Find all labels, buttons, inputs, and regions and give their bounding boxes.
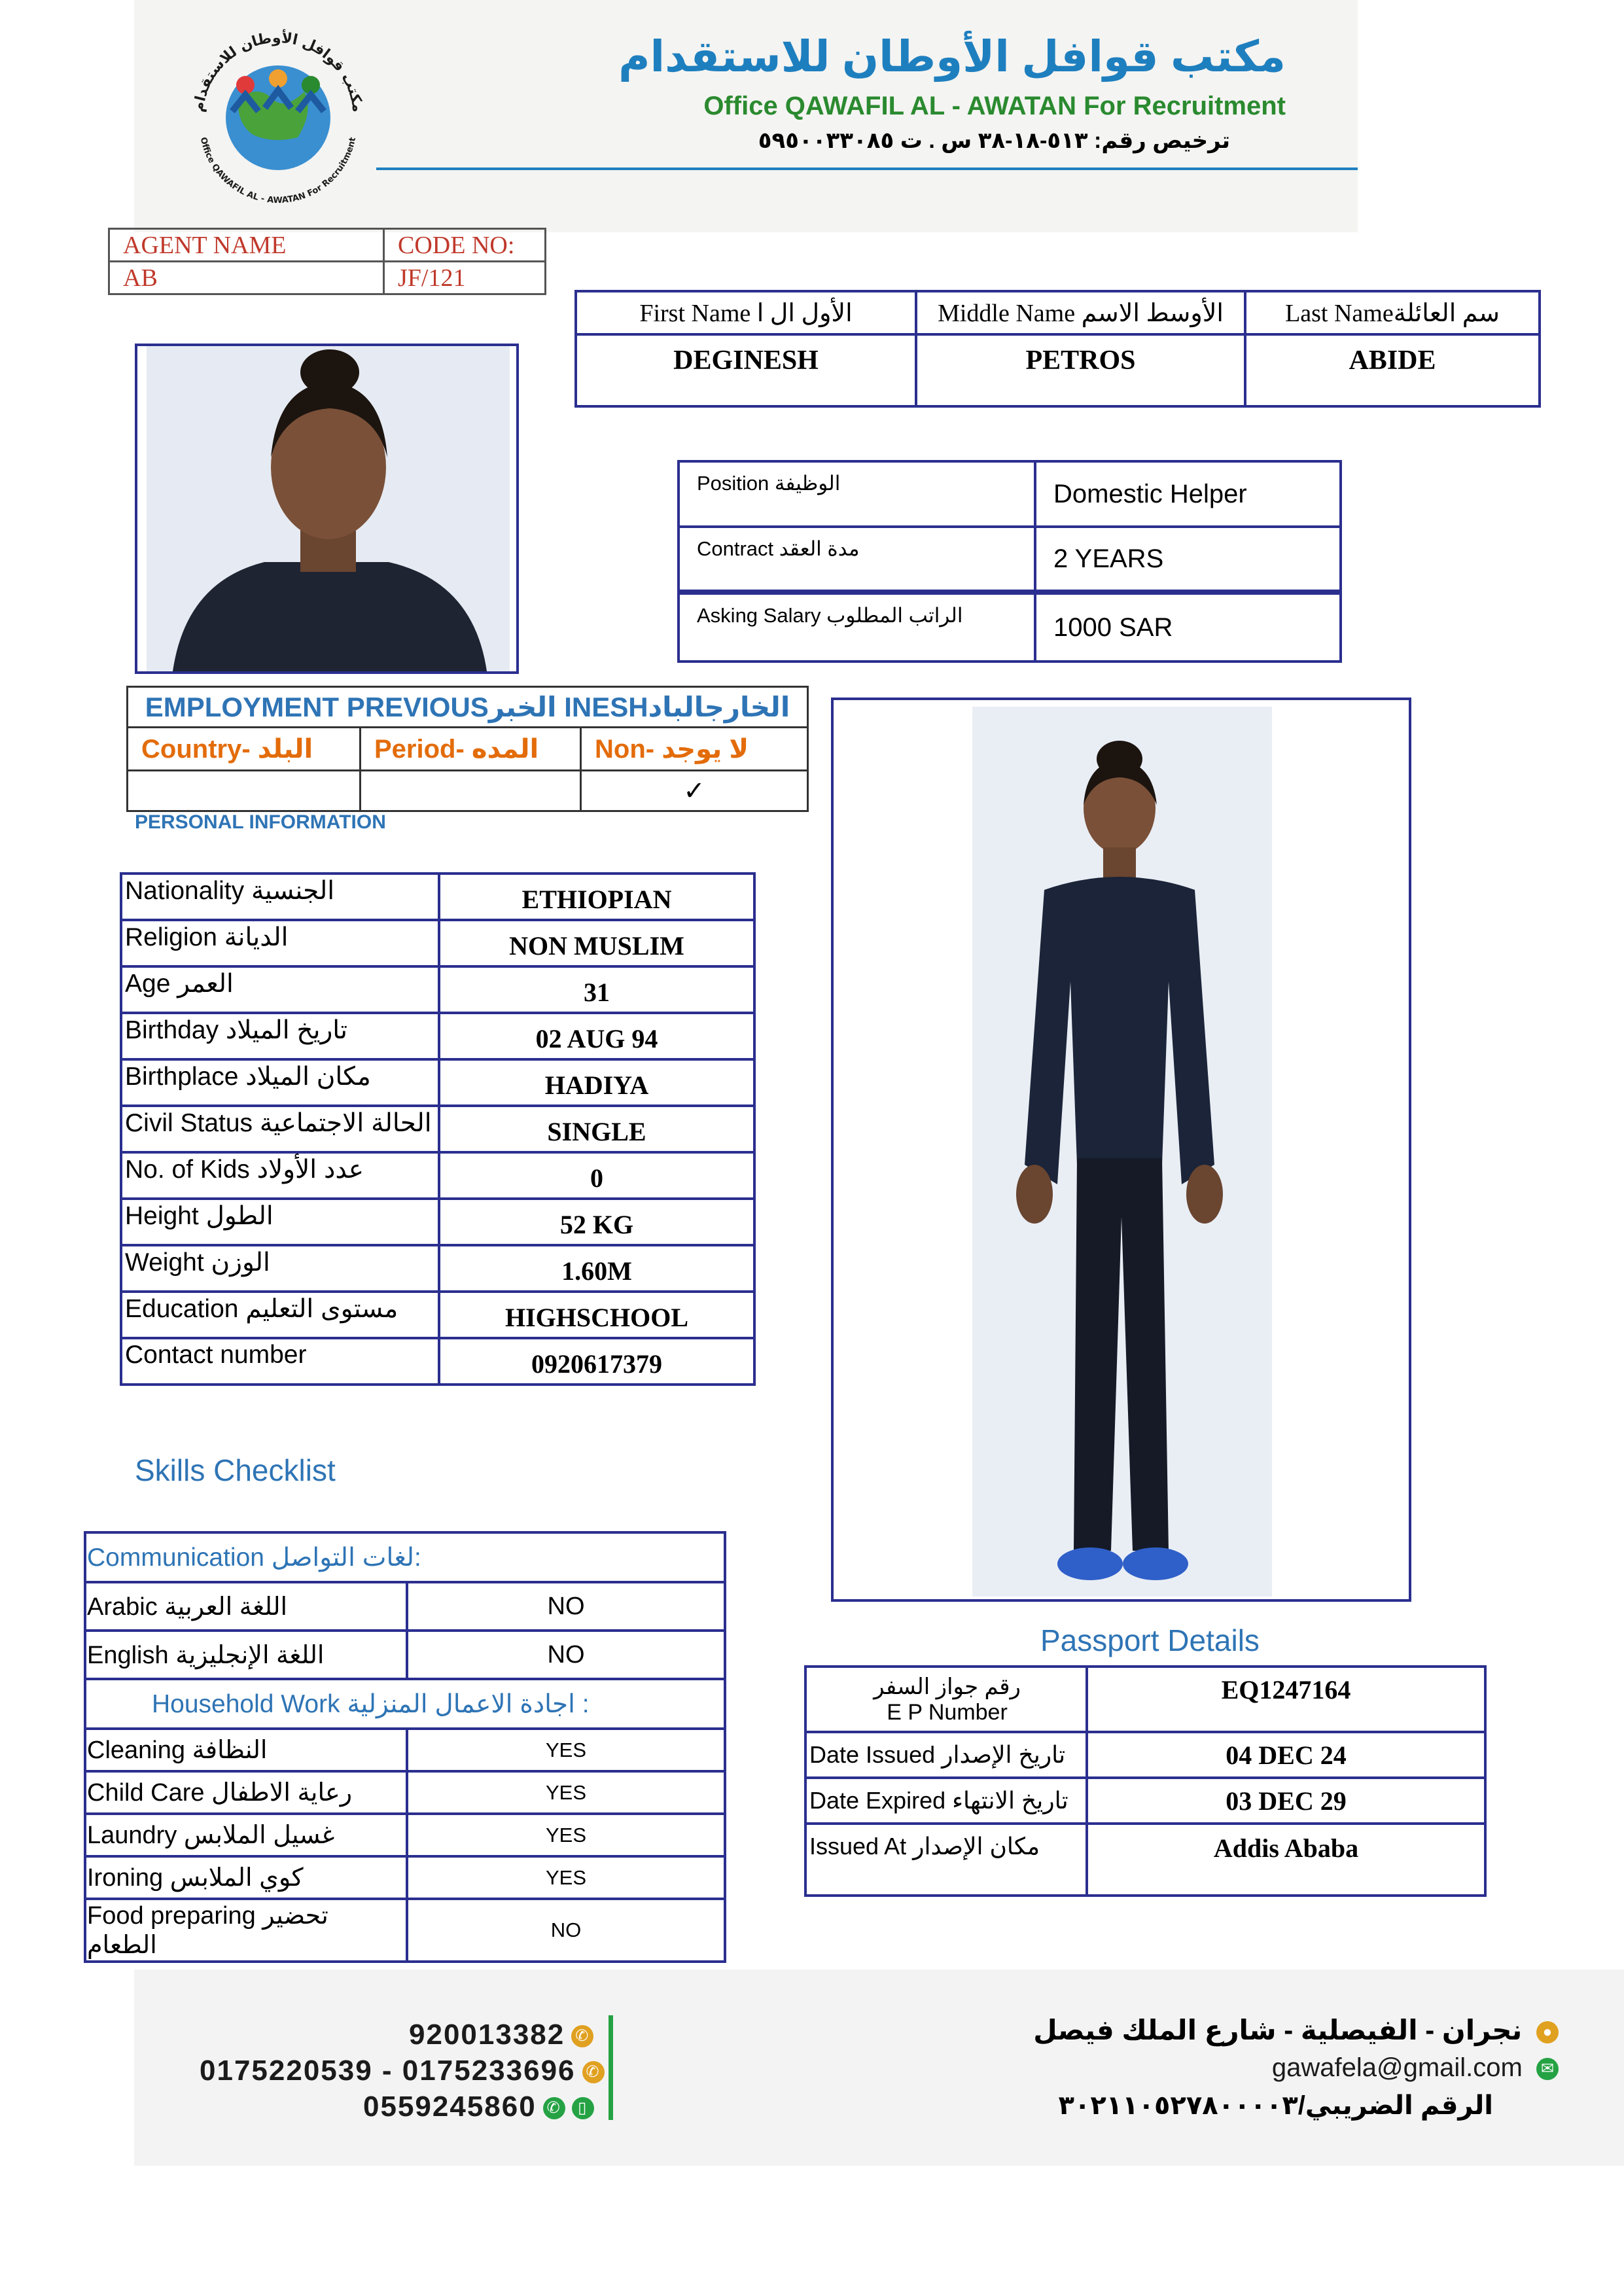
birthday-label: Birthday تاريخ الميلاد [121, 1013, 439, 1059]
phone-icon: ✆ [582, 2061, 605, 2083]
ironing-label: Ironing كوي الملابس [85, 1856, 407, 1899]
info-row [121, 1199, 754, 1245]
personal-info-table [120, 872, 756, 1386]
agent-name-label: AGENT NAME [109, 229, 384, 262]
code-value: JF/121 [384, 262, 546, 294]
previous-employment-table [126, 686, 809, 812]
phone-3-number: 0559245860 [363, 2091, 537, 2123]
weight-label: Weight الوزن [121, 1245, 439, 1292]
communication-header: Communication لغات التواصل: [85, 1532, 725, 1582]
info-row [121, 1013, 754, 1059]
phone-1-number: 920013382 [409, 2019, 565, 2051]
date-expired-label: Date Expired تاريخ الانتهاء [805, 1778, 1087, 1824]
civil-status-label: Civil Status الحالة الاجتماعية [121, 1106, 439, 1152]
nationality-label: Nationality الجنسية [121, 874, 439, 920]
license-number: ترخيص رقم: ٥١٣-١٨-٣٨ س . ت ٥٩٥٠٠٣٣٠٨٥ [758, 128, 1230, 153]
kids-value: 0 [439, 1152, 754, 1199]
logo-arabic-text: مكتب قوافل الأوطان للاستقدام [190, 29, 366, 113]
education-label: Education مستوى التعليم [121, 1292, 439, 1338]
english-value: NO [407, 1631, 725, 1679]
contract-value: 2 YEARS [1035, 527, 1341, 592]
religion-value: NON MUSLIM [439, 920, 754, 966]
contact-label: Contact number [121, 1338, 439, 1385]
info-row [121, 874, 754, 920]
footer-divider [609, 2015, 613, 2120]
passport-number-label-arabic: رقم جواز السفر [874, 1674, 1021, 1699]
info-row [121, 1059, 754, 1106]
agent-name-value: AB [109, 262, 384, 294]
email-icon: ✉ [1536, 2058, 1559, 2080]
position-table [677, 460, 1342, 663]
civil-status-value: SINGLE [439, 1106, 754, 1152]
salary-value: 1000 SAR [1035, 592, 1341, 662]
food-preparing-label: Food preparing تحضير الطعام [85, 1899, 407, 1962]
code-label: CODE NO: [384, 229, 546, 262]
passport-number-value: EQ1247164 [1087, 1667, 1485, 1732]
country-cell [128, 771, 361, 811]
company-title-arabic: مكتب قوافل الأوطان للاستقدام [618, 32, 1286, 80]
footer-phone-2 [200, 2055, 605, 2087]
mobile-icon: ▯ [572, 2097, 594, 2119]
footer-tax-number: الرقم الضريبي/٣٠٢١١٠٥٢٧٨٠٠٠٠٣ [1058, 2091, 1493, 2120]
location-icon: ● [1536, 2021, 1559, 2043]
agent-table [108, 228, 546, 295]
date-expired-value: 03 DEC 29 [1087, 1778, 1485, 1824]
info-row [121, 1292, 754, 1338]
company-logo [173, 13, 383, 209]
date-issued-label: Date Issued تاريخ الإصدار [805, 1732, 1087, 1778]
contact-value: 0920617379 [439, 1338, 754, 1385]
whatsapp-icon: ✆ [543, 2097, 565, 2119]
birthplace-value: HADIYA [439, 1059, 754, 1106]
first-name-value: DEGINESH [576, 334, 916, 406]
passport-title: Passport Details [1040, 1623, 1260, 1657]
full-body-photo-frame [831, 698, 1411, 1602]
weight-value: 1.60M [439, 1245, 754, 1292]
issued-at-value: Addis Ababa [1087, 1824, 1485, 1896]
letterhead [134, 0, 1358, 232]
height-value: 52 KG [439, 1199, 754, 1245]
footer-email [1272, 2053, 1559, 2083]
issued-at-label: Issued At مكان الإصدار [805, 1824, 1087, 1896]
religion-label: Religion الديانة [121, 920, 439, 966]
child-care-label: Child Care رعاية الاطفال [85, 1771, 407, 1814]
education-value: HIGHSCHOOL [439, 1292, 754, 1338]
portrait-photo-frame [135, 344, 519, 674]
household-header: Household Work اجادة الاعمال المنزلية : [85, 1679, 725, 1729]
position-value: Domestic Helper [1035, 461, 1341, 527]
nationality-value: ETHIOPIAN [439, 874, 754, 920]
footer-phone-3 [363, 2091, 594, 2123]
english-label: English اللغة الإنجليزية [85, 1631, 407, 1679]
last-name-label: Last Nameسم العائلة [1245, 291, 1540, 334]
child-care-value: YES [407, 1771, 725, 1814]
position-label: Position الوظيفة [679, 461, 1035, 527]
info-row [121, 1338, 754, 1385]
previous-employment-title: EMPLOYMENT PREVIOUSالخبر INESHالخارجالباد [128, 687, 808, 728]
date-issued-value: 04 DEC 24 [1087, 1732, 1485, 1778]
food-preparing-value: NO [407, 1899, 725, 1962]
phone-2-number: 0175220539 - 0175233696 [200, 2055, 576, 2087]
personal-info-title: PERSONAL INFORMATION [135, 811, 386, 833]
footer [134, 1969, 1624, 2166]
info-row [121, 966, 754, 1013]
none-column: Non- لا يوجد [581, 728, 808, 771]
name-table [574, 290, 1541, 408]
age-value: 31 [439, 966, 754, 1013]
address-text: نجران - الفيصلية - شارع الملك فيصل [1033, 2015, 1523, 2045]
height-label: Height الطول [121, 1199, 439, 1245]
passport-table [804, 1665, 1487, 1897]
period-cell [361, 771, 581, 811]
country-column: Country- البلد [128, 728, 361, 771]
birthday-value: 02 AUG 94 [439, 1013, 754, 1059]
portrait-photo [147, 346, 510, 671]
arabic-label: Arabic اللغة العربية [85, 1582, 407, 1631]
header-divider [376, 168, 1358, 170]
full-body-photo [972, 707, 1272, 1597]
kids-label: No. of Kids عدد الأولاد [121, 1152, 439, 1199]
info-row [121, 1245, 754, 1292]
salary-label: Asking Salary الراتب المطلوب [679, 592, 1035, 662]
personal-info-rows [121, 874, 754, 1385]
footer-address [1033, 2014, 1559, 2046]
cleaning-label: Cleaning النظافة [85, 1729, 407, 1771]
passport-number-label [805, 1667, 1087, 1732]
laundry-value: YES [407, 1814, 725, 1856]
info-row [121, 920, 754, 966]
email-text: gawafela@gmail.com [1271, 2053, 1523, 2082]
period-column: Period- المده [361, 728, 581, 771]
laundry-label: Laundry غسيل الملابس [85, 1814, 407, 1856]
arabic-value: NO [407, 1582, 725, 1631]
info-row [121, 1106, 754, 1152]
contract-label: Contract مدة العقد [679, 527, 1035, 592]
footer-phone-1 [409, 2019, 593, 2051]
first-name-label: First Name الأول ال ا [576, 291, 916, 334]
middle-name-label: Middle Name الأوسط الاسم [916, 291, 1245, 334]
birthplace-label: Birthplace مكان الميلاد [121, 1059, 439, 1106]
none-check: ✓ [581, 771, 808, 811]
info-row [121, 1152, 754, 1199]
skills-title: Skills Checklist [135, 1453, 336, 1487]
ironing-value: YES [407, 1856, 725, 1899]
phone-icon: ✆ [571, 2025, 593, 2047]
logo-english-text: Office QAWAFIL AL - AWATAN For Recruitment [198, 136, 359, 206]
company-title-english: Office QAWAFIL AL - AWATAN For Recruitment [703, 92, 1286, 120]
passport-number-label-english: E P Number [887, 1699, 1008, 1725]
cleaning-value: YES [407, 1729, 725, 1771]
middle-name-value: PETROS [916, 334, 1245, 406]
age-label: Age العمر [121, 966, 439, 1013]
last-name-value: ABIDE [1245, 334, 1540, 406]
skills-table [84, 1531, 726, 1963]
